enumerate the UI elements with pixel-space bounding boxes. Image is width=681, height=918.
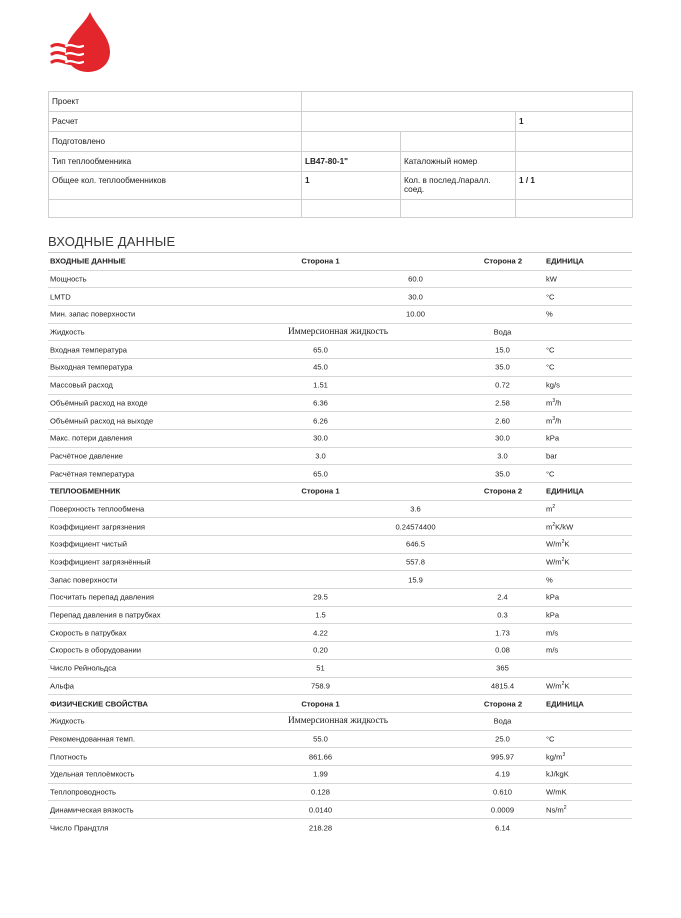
table-row [48, 341, 632, 359]
row-side2-value: 1.73 [495, 628, 510, 638]
row-unit: °C [546, 469, 555, 479]
row-side1-value: 1.99 [313, 769, 328, 779]
row-label: Выходная температура [50, 362, 133, 372]
row-value: 0.24574400 [395, 522, 436, 532]
table-row [48, 288, 632, 306]
row-unit: kPa [546, 433, 560, 443]
table-row [48, 465, 632, 483]
row-label: Рекомендованная темп. [50, 734, 135, 744]
row-unit: $m^2$ [546, 503, 556, 514]
table-row [48, 766, 632, 784]
row-side1-value: 4.22 [313, 628, 328, 638]
blank-cell [302, 200, 401, 218]
row-unit: m/s [546, 628, 559, 638]
row-label: Скорость в патрубках [50, 628, 127, 638]
row-label: Объёмный расход на входе [50, 398, 148, 408]
row-value: 557.8 [405, 557, 425, 567]
row-value: 15.9 [408, 575, 423, 585]
hx-type-label: Тип теплообменника [49, 152, 302, 172]
row-unit: kPa [546, 592, 560, 602]
row-side2-value: 365 [496, 663, 509, 673]
row-label: LMTD [50, 292, 71, 302]
row-side1-value: 861.66 [308, 752, 333, 762]
row-value: 3.6 [410, 504, 421, 514]
table-row [48, 571, 632, 589]
row-label: Перепад давления в патрубках [50, 610, 161, 620]
row-side2-value: 3.0 [497, 451, 508, 461]
row-unit: $W/m^2K$ [546, 557, 570, 567]
company-logo [50, 10, 112, 74]
calc-value: 1 [516, 112, 633, 132]
row-unit: % [546, 575, 553, 585]
row-side2-value: Вода [493, 327, 512, 337]
row-side1-value: 45.0 [313, 362, 328, 372]
table-row [48, 748, 632, 766]
row-side1-value: 30.0 [313, 433, 328, 443]
row-side1-value: 51 [316, 663, 325, 673]
column-unit-header: ЕДИНИЦА [546, 699, 584, 709]
row-side1-value: 55.0 [313, 734, 328, 744]
row-side2-value: 35.0 [495, 362, 510, 372]
row-unit: W/mK [546, 787, 567, 797]
row-side1-value: 758.9 [310, 681, 330, 691]
row-label: Объёмный расход на выходе [50, 416, 154, 426]
row-side1-value: 218.28 [308, 823, 333, 833]
row-label: Поверхность теплообмена [50, 504, 145, 514]
exchanger-section-header [48, 483, 632, 501]
row-side2-value: 995.97 [490, 752, 515, 762]
table-row [48, 448, 632, 466]
table-row [48, 642, 632, 660]
row-side2-value: 25.0 [495, 734, 510, 744]
total-value: 1 [302, 172, 401, 200]
row-side2-value: 4815.4 [490, 681, 515, 691]
table-row [48, 607, 632, 625]
row-side2-value: 4.19 [495, 769, 510, 779]
row-side2-value: Вода [493, 716, 512, 726]
row-value: 10.00 [405, 309, 425, 319]
row-side2-value: 0.0009 [490, 805, 515, 815]
physical-section-header [48, 695, 632, 713]
row-unit: $W/m^2K$ [546, 680, 570, 691]
table-row [48, 395, 632, 413]
row-value: 60.0 [408, 274, 423, 284]
row-side1-value: 0.0140 [308, 805, 333, 815]
series-label: Кол. в послед./паралл. соед. [401, 172, 516, 200]
row-side2-value: 0.3 [497, 610, 508, 620]
column-side2-header: Сторона 2 [483, 699, 523, 709]
row-unit: kPa [546, 610, 560, 620]
column-unit-header: ЕДИНИЦА [546, 256, 584, 266]
section-header-title: ВХОДНЫЕ ДАННЫЕ [50, 256, 126, 266]
series-value: 1 / 1 [516, 172, 633, 200]
row-side1-value: 3.0 [315, 451, 326, 461]
table-row [48, 801, 632, 819]
table-row [48, 731, 632, 749]
table-row [48, 784, 632, 802]
blank-cell [49, 200, 302, 218]
row-label: Коэффициент загрязнённый [50, 557, 151, 567]
row-label: Число Прандтля [50, 823, 109, 833]
column-side1-header: Сторона 1 [301, 699, 340, 709]
calc-label: Расчет [49, 112, 302, 132]
row-label: Жидкость [50, 716, 85, 726]
row-unit: °C [546, 362, 555, 372]
row-value: 646.5 [405, 539, 425, 549]
row-unit: $m^2K/kW$ [546, 521, 574, 532]
row-side2-value: 30.0 [495, 433, 510, 443]
row-unit: m/s [546, 645, 559, 655]
row-side1-value: 6.26 [313, 416, 328, 426]
row-side1-value: 29.5 [313, 592, 328, 602]
row-label: Расчётное давление [50, 451, 123, 461]
row-label: Теплопроводность [50, 787, 116, 797]
row-side1-value: 65.0 [313, 469, 328, 479]
row-side2-value: 2.60 [495, 416, 510, 426]
row-side2-value: 6.14 [495, 823, 510, 833]
row-side2-value: 35.0 [495, 469, 510, 479]
prepared-value [302, 132, 401, 152]
row-label: Жидкость [50, 327, 85, 337]
row-label: Мощность [50, 274, 87, 284]
project-info-table [48, 91, 633, 218]
row-label: Входная температура [50, 345, 127, 355]
prepared-extra [401, 132, 516, 152]
row-unit: bar [546, 451, 557, 461]
row-side2-value: 15.0 [495, 345, 510, 355]
table-row [48, 554, 632, 572]
row-label: Посчитать перепад давления [50, 592, 154, 602]
row-label: Мин. запас поверхности [50, 309, 136, 319]
row-side1-value: Иммерсионная жидкость [288, 327, 388, 338]
row-side2-value: 2.58 [495, 398, 510, 408]
row-unit: °C [546, 345, 555, 355]
row-label: Коэффициент загрязнения [50, 522, 146, 532]
row-label: Коэффициент чистый [50, 539, 128, 549]
row-side1-value: 1.51 [313, 380, 328, 390]
project-label: Проект [49, 92, 302, 112]
row-label: Альфа [50, 681, 74, 691]
row-side1-value: 0.20 [313, 645, 328, 655]
row-unit: $m^3/h$ [546, 397, 562, 408]
row-label: Число Рейнольдса [50, 663, 117, 673]
table-row [48, 624, 632, 642]
row-side1-value: Иммерсионная жидкость [288, 716, 388, 727]
column-unit-header: ЕДИНИЦА [546, 486, 584, 496]
column-side2-header: Сторона 2 [483, 486, 523, 496]
prepared-label: Подготовлено [49, 132, 302, 152]
row-label: Скорость в оборудовании [50, 645, 142, 655]
column-side1-header: Сторона 1 [301, 486, 340, 496]
column-side1-header: Сторона 1 [301, 256, 340, 266]
prepared-extra2 [516, 132, 633, 152]
row-unit: °C [546, 292, 555, 302]
row-label: Макс. потери давления [50, 433, 133, 443]
project-value [302, 92, 633, 112]
row-value: 30.0 [408, 292, 423, 302]
blank-cell [516, 200, 633, 218]
row-side1-value: 6.36 [313, 398, 328, 408]
row-side2-value: 0.610 [492, 787, 512, 797]
table-row [48, 678, 632, 696]
row-side1-value: 0.128 [310, 787, 330, 797]
row-unit: $W/m^2K$ [546, 539, 570, 549]
table-row [48, 271, 632, 289]
table-row [48, 324, 632, 342]
row-side1-value: 65.0 [313, 345, 328, 355]
row-unit: $Ns/m^2$ [546, 804, 567, 815]
table-row [48, 359, 632, 377]
row-unit: kg/s [546, 380, 560, 390]
row-label: Расчётная температура [50, 469, 135, 479]
row-label: Массовый расход [50, 380, 113, 390]
row-unit: kJ/kgK [546, 769, 569, 779]
blank-cell [401, 200, 516, 218]
row-label: Удельная теплоёмкость [50, 769, 135, 779]
row-unit: % [546, 309, 553, 319]
column-side2-header: Сторона 2 [483, 256, 523, 266]
section-header-title: ТЕПЛООБМЕННИК [50, 486, 121, 496]
row-side1-value: 1.5 [315, 610, 326, 620]
catalog-label: Каталожный номер [401, 152, 516, 172]
section-header-title: ФИЗИЧЕСКИЕ СВОЙСТВА [50, 699, 148, 709]
row-label: Плотность [50, 752, 88, 762]
row-unit: $kg/m^3$ [546, 751, 566, 762]
table-row [48, 589, 632, 607]
row-side2-value: 2.4 [497, 592, 508, 602]
input-section-header [48, 253, 632, 271]
row-side2-value: 0.72 [495, 380, 510, 390]
calc-spacer [302, 112, 516, 132]
table-row [48, 713, 632, 731]
row-side2-value: 0.08 [495, 645, 510, 655]
table-row [48, 536, 632, 554]
table-row [48, 430, 632, 448]
section-title: ВХОДНЫЕ ДАННЫЕ [48, 234, 176, 249]
data-table [48, 253, 632, 837]
total-label: Общее кол. теплообменников [49, 172, 302, 200]
row-unit: °C [546, 734, 555, 744]
row-label: Запас поверхности [50, 575, 118, 585]
row-unit: $m^3/h$ [546, 415, 562, 426]
table-row [48, 660, 632, 678]
catalog-value [516, 152, 633, 172]
hx-type-value: LB47-80-1" [302, 152, 401, 172]
table-row [48, 518, 632, 536]
table-row [48, 412, 632, 430]
row-label: Динамическая вязкость [50, 805, 134, 815]
table-row [48, 501, 632, 519]
table-row [48, 819, 632, 837]
table-row [48, 377, 632, 395]
row-unit: kW [546, 274, 557, 284]
table-row [48, 306, 632, 324]
